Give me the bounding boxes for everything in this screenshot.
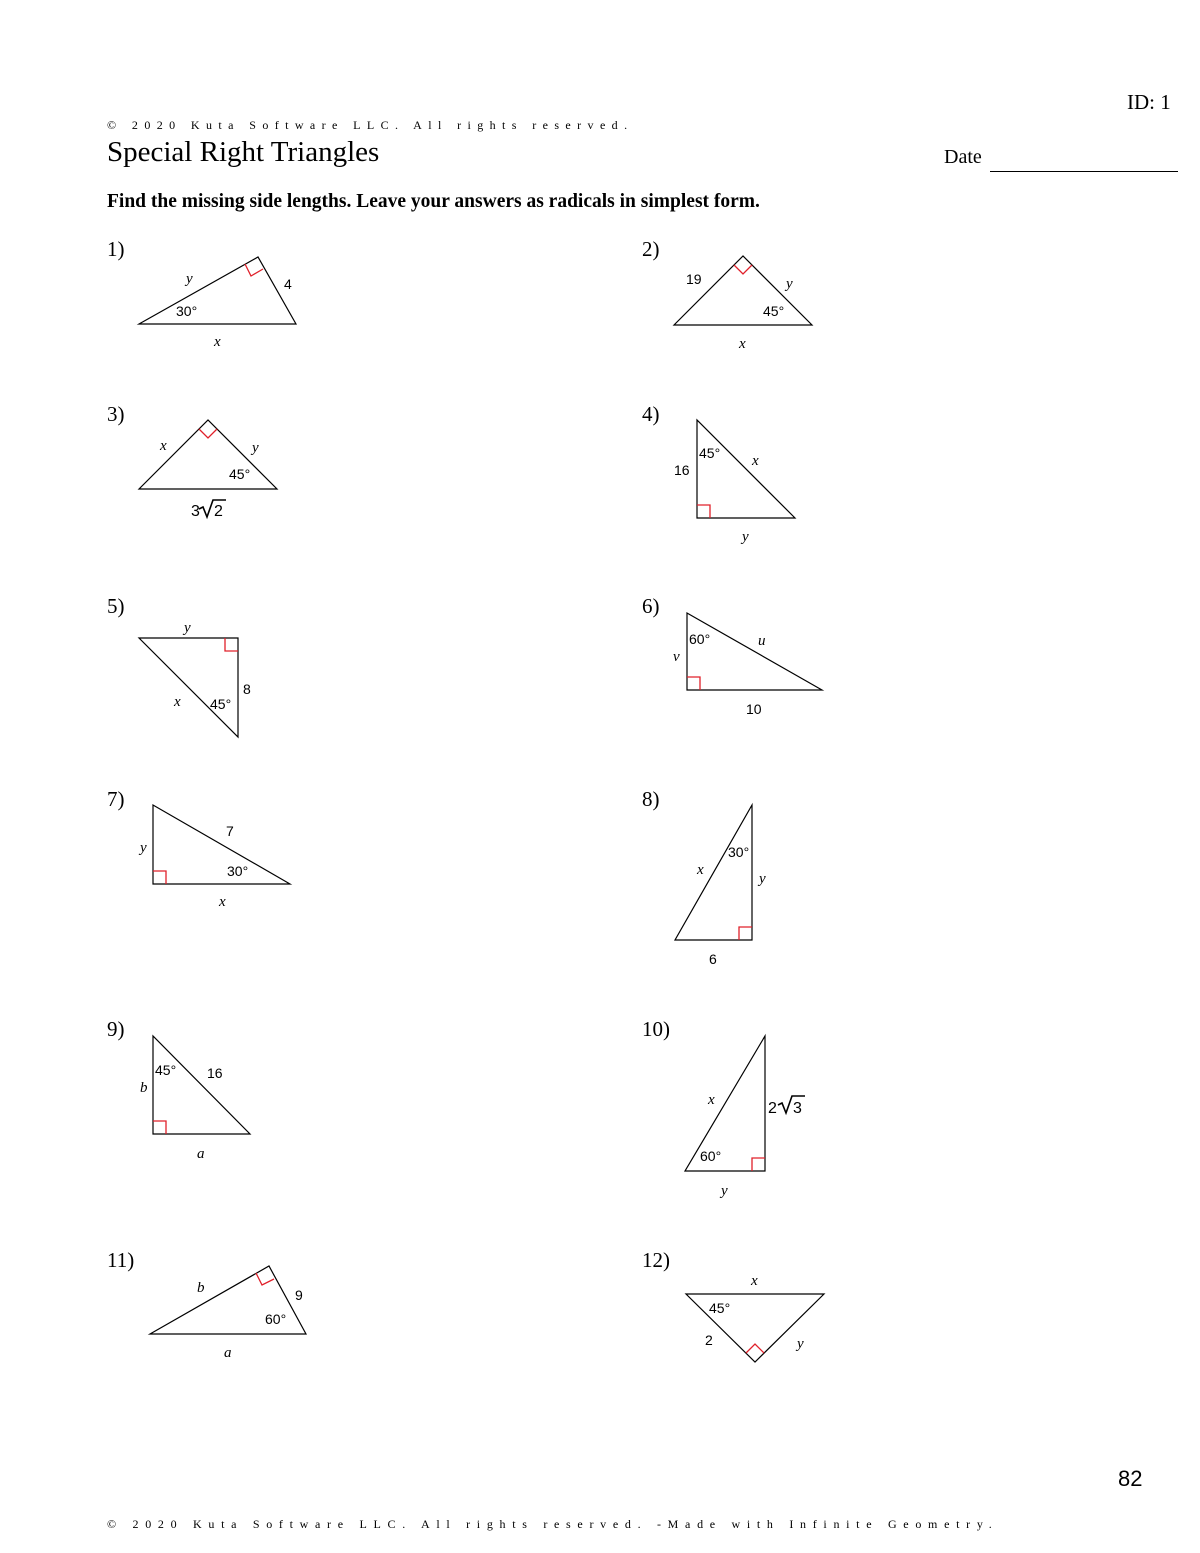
label-3-hyp-rad: 2 [214,503,223,520]
label-9-leg-a: b [140,1080,148,1096]
label-2-hyp: x [739,336,746,352]
triangle-9 [153,1036,250,1134]
label-8-hyp: x [697,862,704,878]
label-8-angle: 30° [728,844,750,860]
right-angle-mark-4 [697,505,710,518]
label-6-hyp: u [758,633,766,649]
label-1-angle: 30° [176,303,198,319]
label-10-leg-a-rad: 3 [793,1100,802,1117]
label-12-leg-a: 2 [705,1332,713,1348]
right-angle-mark-10 [752,1158,765,1171]
label-5-hyp: x [174,694,181,710]
label-11-leg-b: 9 [295,1287,303,1303]
label-5-leg-a: y [184,620,191,636]
right-angle-mark-12 [746,1344,764,1353]
problem-number-2: 2) [642,237,660,261]
id-label: ID: 1 [1127,90,1171,114]
problem-number-4: 4) [642,402,660,426]
problem-number-3: 3) [107,402,125,426]
label-2-leg-a: 19 [686,271,702,287]
label-1-leg-b: 4 [284,276,292,292]
label-12-leg-b: y [797,1336,804,1352]
label-9-hyp: 16 [207,1065,223,1081]
triangle-8 [675,805,752,940]
right-angle-mark-11 [256,1273,274,1285]
label-11-hyp: a [224,1345,232,1361]
label-11-angle: 60° [265,1311,287,1327]
triangle-10 [685,1036,765,1171]
label-10-hyp: x [708,1092,715,1108]
problem-number-12: 12) [642,1248,670,1272]
label-8-leg-a: y [759,871,766,887]
label-6-angle: 60° [689,631,711,647]
label-3-leg-a: x [160,438,167,454]
label-3-hyp-coef: 3 [191,503,200,520]
right-angle-mark-2 [734,265,752,274]
problem-number-7: 7) [107,787,125,811]
label-7-angle: 30° [227,863,249,879]
label-1-leg-a: y [186,271,193,287]
label-4-hyp: x [752,453,759,469]
triangle-1 [139,257,296,324]
label-8-leg-b: 6 [709,951,717,967]
copyright-footer: © 2020 Kuta Software LLC. All rights reserved. -Made with Infinite Geometry. [107,1517,999,1531]
label-10-angle: 60° [700,1148,722,1164]
label-12-angle: 45° [709,1300,731,1316]
problem-number-8: 8) [642,787,660,811]
label-4-leg-a: 16 [674,462,690,478]
right-angle-mark-5 [225,638,238,651]
label-4-leg-b: y [742,529,749,545]
label-7-hyp: 7 [226,823,234,839]
right-angle-mark-7 [153,871,166,884]
label-10-leg-a-coef: 2 [768,1100,777,1117]
triangle-6 [687,613,822,690]
triangle-5 [139,638,238,737]
label-6-leg-b: 10 [746,701,762,717]
problem-number-11: 11) [107,1248,135,1272]
label-5-leg-b: 8 [243,681,251,697]
label-3-angle: 45° [229,466,251,482]
worksheet-title: Special Right Triangles [107,136,380,168]
page-number: 82 [1118,1466,1143,1491]
label-11-leg-a: b [197,1280,205,1296]
label-12-hyp: x [751,1273,758,1289]
label-6-leg-a: v [673,649,680,665]
problem-number-6: 6) [642,594,660,618]
label-10-leg-b: y [721,1183,728,1199]
label-5-angle: 45° [210,696,232,712]
problem-number-10: 10) [642,1017,670,1041]
problem-number-9: 9) [107,1017,125,1041]
label-2-angle: 45° [763,303,785,319]
label-4-angle: 45° [699,445,721,461]
label-3-leg-b: y [252,440,259,456]
right-angle-mark-8 [739,927,752,940]
right-angle-mark-3 [199,429,217,438]
right-angle-mark-1 [245,264,263,276]
problem-number-1: 1) [107,237,125,261]
date-label: Date [944,146,982,168]
label-1-hyp: x [214,334,221,350]
label-7-leg-b: x [219,894,226,910]
triangle-7 [153,805,290,884]
label-7-leg-a: y [140,840,147,856]
triangle-4 [697,420,795,518]
label-9-angle: 45° [155,1062,177,1078]
copyright-header: © 2020 Kuta Software LLC. All rights reserved. [107,118,634,132]
right-angle-mark-9 [153,1121,166,1134]
problem-number-5: 5) [107,594,125,618]
label-9-leg-b: a [197,1146,205,1162]
instructions: Find the missing side lengths. Leave your answers as radicals in simplest form. [107,191,760,212]
right-angle-mark-6 [687,677,700,690]
label-2-leg-b: y [786,276,793,292]
